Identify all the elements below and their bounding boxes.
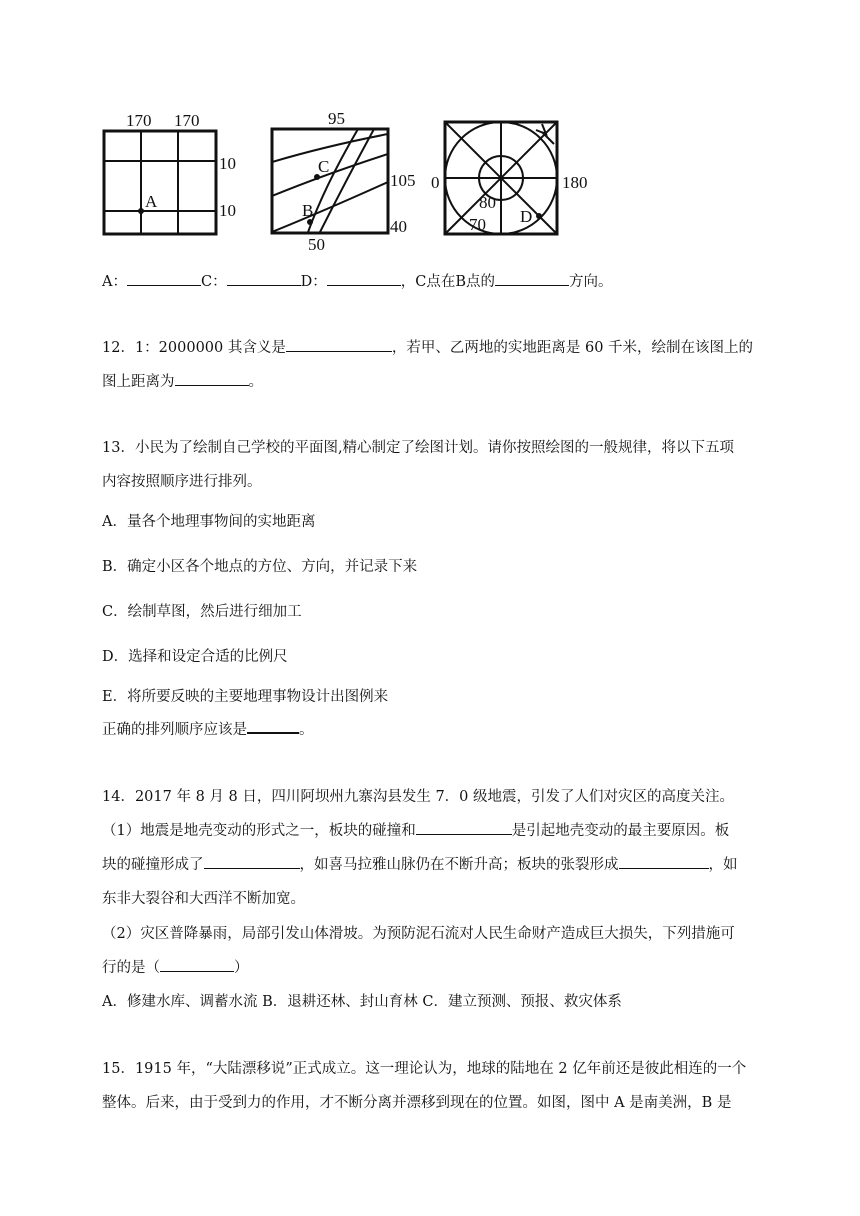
- polar-label-70: 70: [469, 215, 486, 234]
- q11-answer-line: [102, 270, 612, 291]
- q11-c-label: C：: [200, 274, 227, 290]
- q13-answer-pre: 正确的排列顺序应该是: [102, 722, 247, 738]
- q11-tail-pre: ，C点在B点的: [400, 274, 495, 290]
- q13-answer-line: [102, 718, 314, 739]
- q11-direction-blank[interactable]: [495, 271, 569, 286]
- q12-line1-post: ，若甲、乙两地的实地距离是 60 千米，绘制在该图上的: [391, 340, 754, 356]
- curved-point-c-label: C: [318, 157, 330, 176]
- curved-label-95: 95: [328, 109, 345, 128]
- q14-options: A．修建水库、调蓄水流 B．退耕还林、封山育林 C．建立预测、预报、救灾体系: [102, 994, 622, 1010]
- q14-p2-line2-pre: 行的是（: [102, 960, 160, 976]
- q13-answer-post: 。: [299, 722, 314, 738]
- q11-c-blank[interactable]: [227, 271, 301, 286]
- q14-p1-line-2: [102, 853, 738, 874]
- q14-p1-line2-mid: ，如喜马拉雅山脉仍在不断升高；板块的张裂形成: [299, 857, 619, 873]
- q12-meaning-blank[interactable]: [286, 337, 392, 352]
- q14-p1-line1-post: 是引起地壳变动的最主要原因。板: [511, 823, 730, 839]
- curved-label-40: 40: [390, 217, 407, 236]
- q14-p1-line2-post: ，如: [708, 857, 738, 873]
- polar-label-0: 0: [431, 173, 440, 192]
- q11-tail-post: 方向。: [568, 274, 613, 290]
- q14-p1-line1-pre: （1）地震是地壳变动的形式之一，板块的碰撞和: [102, 823, 416, 839]
- q14-line-1: 14．2017 年 8 月 8 日，四川阿坝州九寨沟县发生 7．0 级地震，引发了人们对灾区的高度关注。: [102, 789, 735, 805]
- q14-rift-blank[interactable]: [619, 854, 709, 869]
- q14-p1-line-3: 东非大裂谷和大西洋不断加宽。: [102, 891, 305, 907]
- grid-label-10-upper: 10: [219, 154, 236, 173]
- q14-p2-line2-post: ）: [234, 960, 249, 976]
- q15-line-1: 15．1915 年，“大陆漂移说”正式成立。这一理论认为，地球的陆地在 2 亿年前还是彼此相连的一个: [102, 1061, 747, 1077]
- q14-p1-line-1: [102, 819, 729, 840]
- polar-figure: [428, 116, 600, 240]
- q13-option-d: D．选择和设定合适的比例尺: [102, 649, 288, 665]
- q13-order-blank[interactable]: [247, 718, 299, 734]
- curved-label-105: 105: [390, 171, 416, 190]
- curved-figure: [266, 104, 436, 252]
- q11-a-blank[interactable]: [127, 271, 201, 286]
- q11-d-blank[interactable]: [327, 271, 401, 286]
- q14-p2-line-1: （2）灾区普降暴雨，局部引发山体滑坡。为预防泥石流对人民生命财产造成巨大损失，下列措施可: [102, 926, 735, 942]
- grid-label-10-lower: 10: [219, 201, 236, 220]
- q12-line1-pre: 12．1：2000000 其含义是: [102, 340, 286, 356]
- q14-p2-line-2: [102, 956, 249, 977]
- q12-distance-blank[interactable]: [175, 371, 249, 386]
- q11-a-label: A：: [102, 274, 127, 290]
- grid-label-170-left: 170: [126, 111, 152, 130]
- q11-d-label: D：: [300, 274, 327, 290]
- q12-line2-post: 。: [248, 374, 263, 390]
- q13-option-b: B．确定小区各个地点的方位、方向，并记录下来: [102, 559, 418, 575]
- q14-collision-blank[interactable]: [416, 820, 512, 835]
- q14-p1-line2-pre: 块的碰撞形成了: [102, 857, 204, 873]
- q12-line2-pre: 图上距离为: [102, 374, 175, 390]
- q13-option-a: A．量各个地理事物间的实地距离: [102, 514, 316, 530]
- polar-label-180: 180: [562, 173, 588, 192]
- q13-line-1: 13．小民为了绘制自己学校的平面图,精心制定了绘图计划。请你按照绘图的一般规律，将以下五项: [102, 440, 735, 456]
- q12-line-2: [102, 370, 263, 391]
- grid-point-a-label: A: [145, 192, 158, 211]
- q14-formation-blank[interactable]: [204, 854, 300, 869]
- grid-label-170-right: 170: [174, 111, 200, 130]
- q13-option-e: E．将所要反映的主要地理事物设计出图例来: [102, 689, 389, 705]
- polar-point-d-label: D: [520, 207, 533, 226]
- grid-figure: [96, 104, 256, 244]
- q14-choice-blank[interactable]: [160, 957, 234, 972]
- q12-line-1: [102, 336, 753, 357]
- q13-line-2: 内容按照顺序进行排列。: [102, 474, 262, 490]
- q13-option-c: C．绘制草图，然后进行细加工: [102, 604, 302, 620]
- curved-label-50: 50: [308, 235, 325, 252]
- q15-line-2: 整体。后来，由于受到力的作用，才不断分离并漂移到现在的位置。如图，图中 A 是南美洲，B 是: [102, 1095, 732, 1111]
- polar-label-80: 80: [479, 193, 496, 212]
- curved-point-b-label: B: [302, 201, 314, 220]
